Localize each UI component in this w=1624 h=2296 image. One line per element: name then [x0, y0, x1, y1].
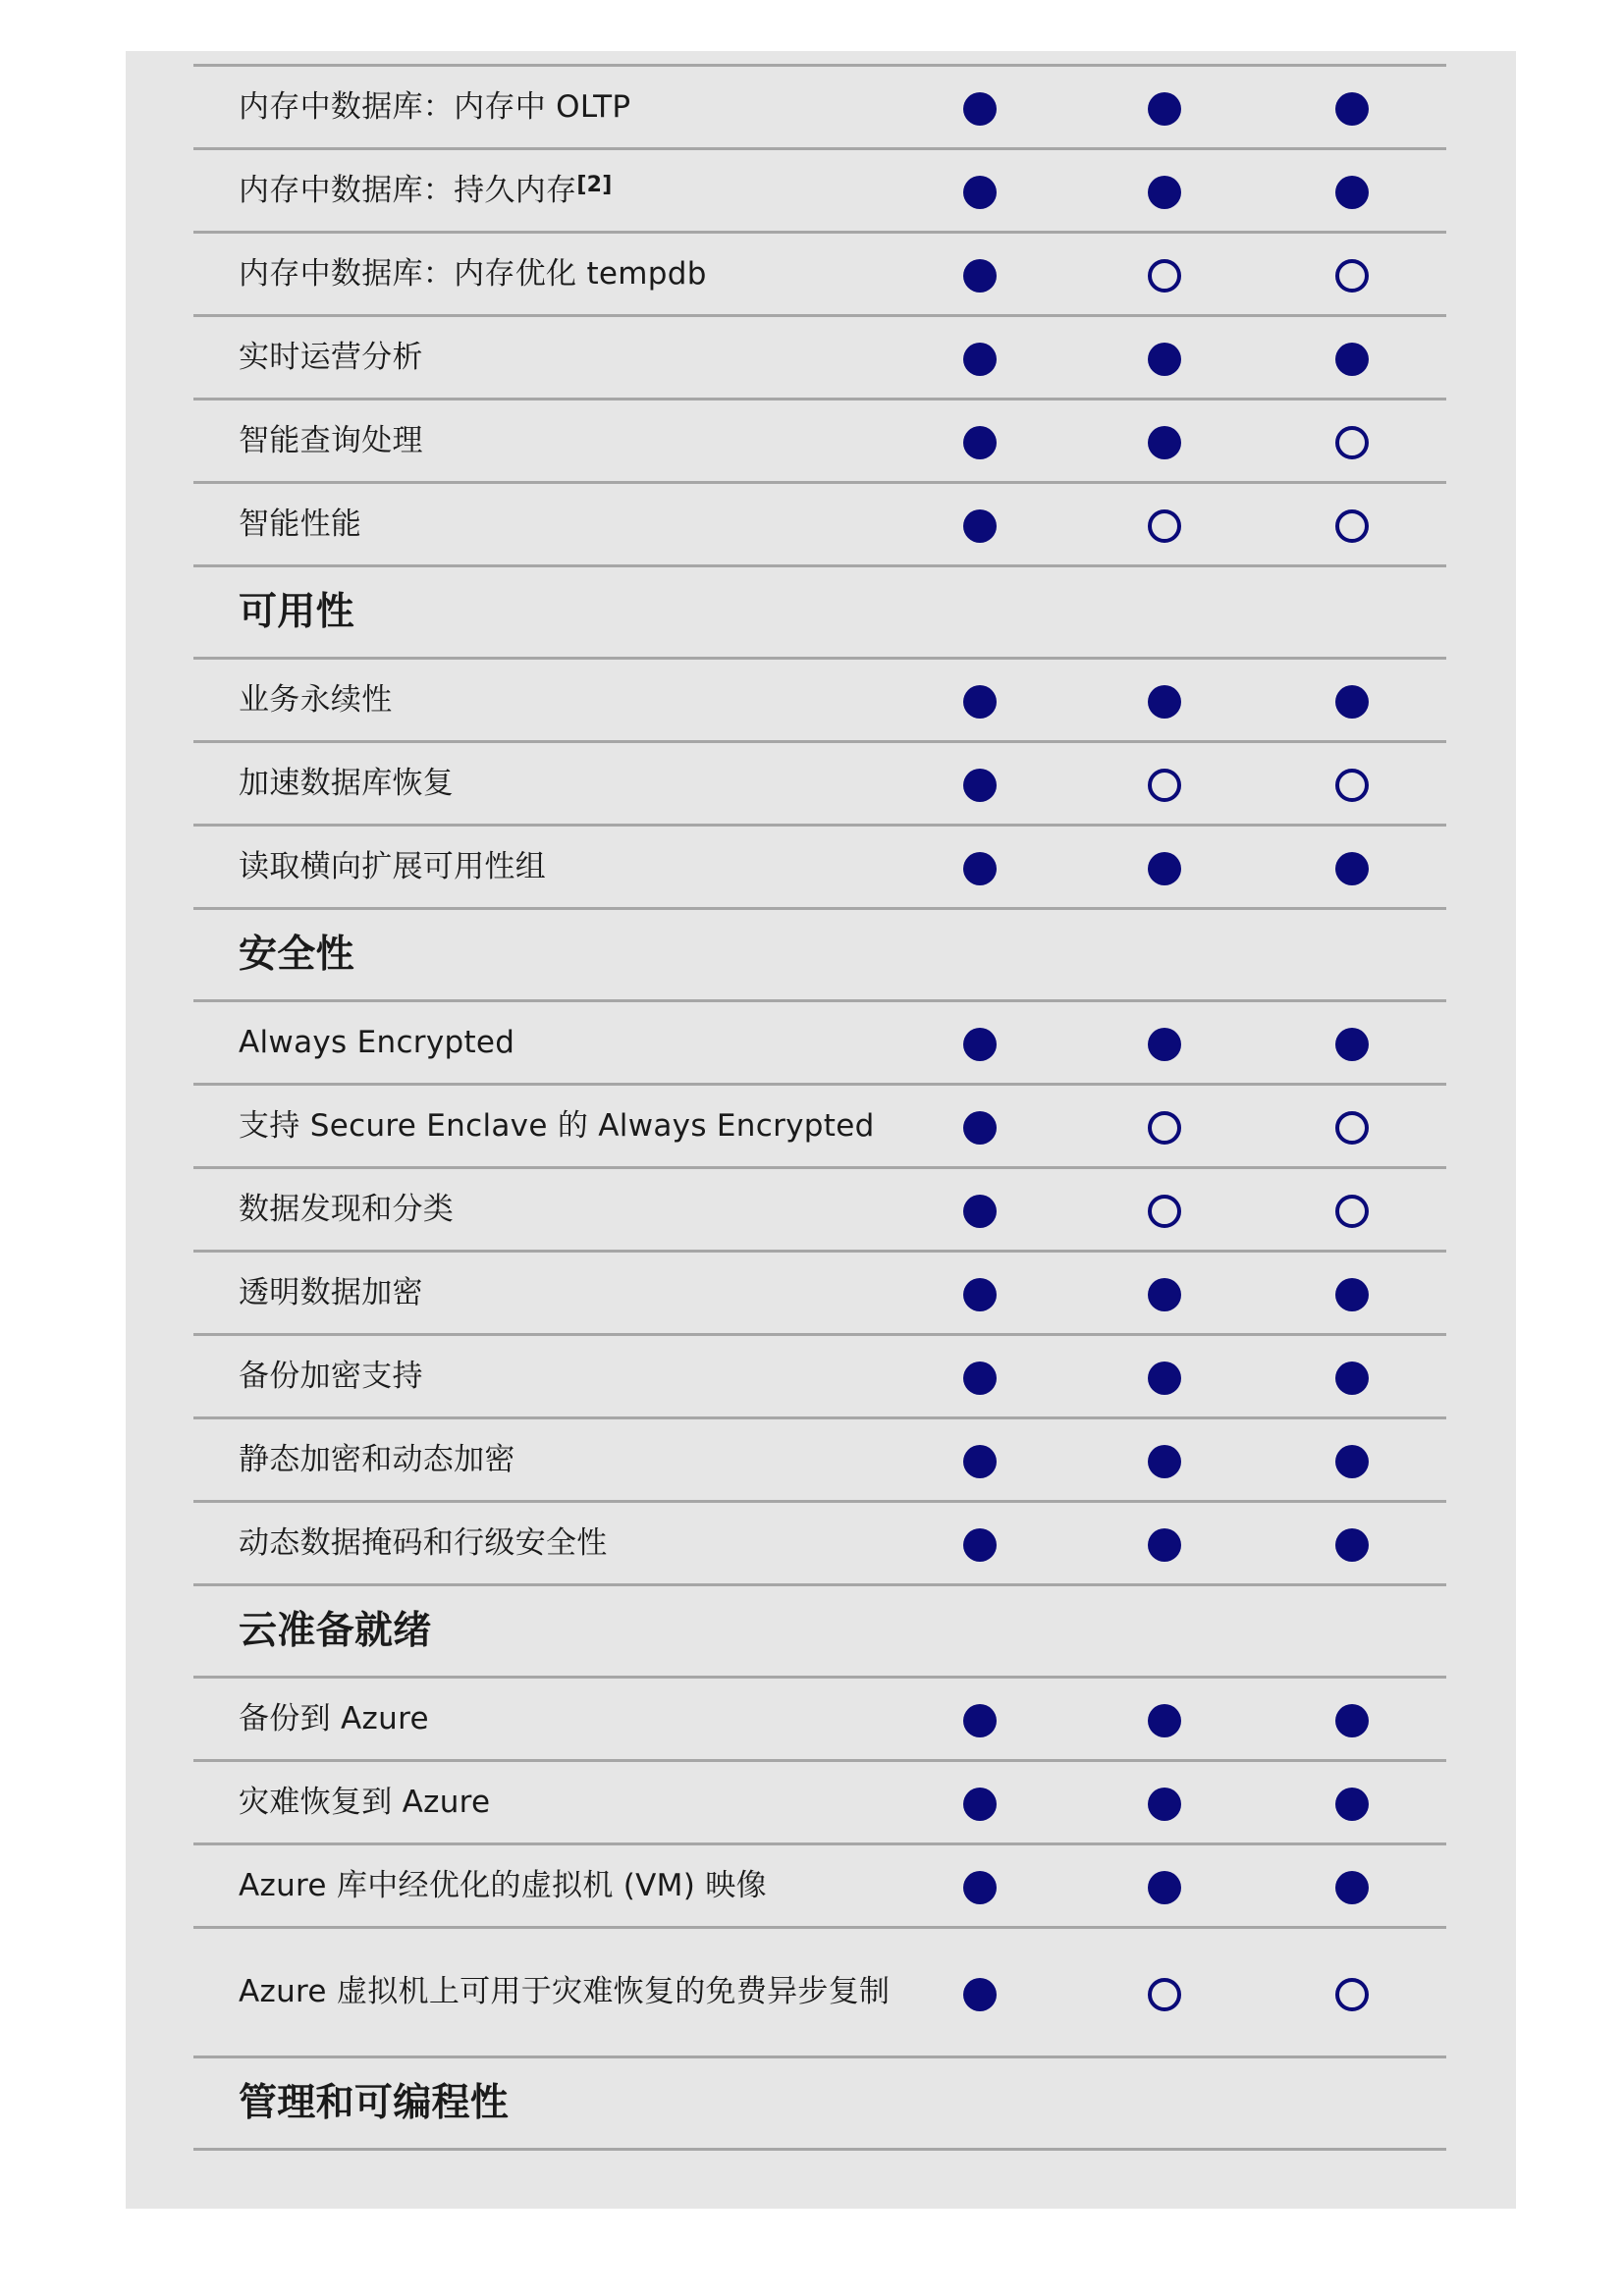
filled-circle-icon-edition-1 [963, 1195, 997, 1228]
filled-circle-icon-edition-2 [1148, 1528, 1181, 1562]
feature-label [239, 1929, 926, 2056]
filled-circle-icon-edition-1 [963, 1978, 997, 2011]
filled-circle-icon-edition-3 [1335, 1362, 1369, 1395]
filled-circle-icon-edition-3 [1335, 1028, 1369, 1061]
filled-circle-icon-edition-3 [1335, 1278, 1369, 1311]
label-text: 内存中数据库：内存中 OLTP [239, 88, 631, 125]
feature-label [239, 660, 926, 740]
filled-circle-icon-edition-2 [1148, 1028, 1181, 1061]
label-text: 数据发现和分类 [239, 1191, 455, 1227]
label-text: 灾难恢复到 Azure [239, 1784, 491, 1820]
filled-circle-icon-edition-1 [963, 176, 997, 209]
label-text: 备份加密支持 [239, 1358, 423, 1394]
feature-label [239, 1419, 926, 1500]
feature-label [239, 1086, 926, 1166]
label-text: 加速数据库恢复 [239, 765, 455, 801]
hollow-circle-icon-edition-2 [1148, 1195, 1181, 1228]
feature-label [239, 1253, 926, 1333]
feature-label [239, 1845, 926, 1926]
filled-circle-icon-edition-2 [1148, 1704, 1181, 1737]
filled-circle-icon-edition-1 [963, 852, 997, 885]
label-text: 可用性 [239, 590, 354, 634]
feature-label [239, 1503, 926, 1583]
hollow-circle-icon-edition-3 [1335, 1978, 1369, 2011]
feature-row [193, 234, 1446, 317]
feature-row [193, 1679, 1446, 1762]
filled-circle-icon-edition-2 [1148, 1788, 1181, 1821]
section-title [239, 567, 926, 657]
filled-circle-icon-edition-3 [1335, 1445, 1369, 1478]
feature-row [193, 1253, 1446, 1336]
filled-circle-icon-edition-1 [963, 1445, 997, 1478]
hollow-circle-icon-edition-3 [1335, 259, 1369, 293]
feature-label [239, 317, 926, 398]
filled-circle-icon-edition-1 [963, 343, 997, 376]
feature-comparison-table [193, 64, 1446, 2151]
filled-circle-icon-edition-1 [963, 1788, 997, 1821]
filled-circle-icon-edition-3 [1335, 92, 1369, 126]
filled-circle-icon-edition-1 [963, 426, 997, 459]
section-header-row [193, 2058, 1446, 2151]
hollow-circle-icon-edition-2 [1148, 259, 1181, 293]
filled-circle-icon-edition-3 [1335, 1788, 1369, 1821]
feature-row [193, 743, 1446, 827]
feature-label [239, 1169, 926, 1250]
feature-label [239, 1762, 926, 1842]
feature-row [193, 484, 1446, 567]
filled-circle-icon-edition-1 [963, 509, 997, 543]
filled-circle-icon-edition-1 [963, 685, 997, 719]
hollow-circle-icon-edition-2 [1148, 769, 1181, 802]
label-text: 备份到 Azure [239, 1700, 429, 1736]
feature-label [239, 1679, 926, 1759]
feature-row [193, 827, 1446, 910]
label-text: 透明数据加密 [239, 1274, 423, 1310]
label-text: Always Encrypted [239, 1024, 515, 1060]
feature-label [239, 484, 926, 564]
label-text: 管理和可编程性 [239, 2081, 510, 2125]
feature-label [239, 67, 926, 147]
label-text: 静态加密和动态加密 [239, 1441, 515, 1477]
feature-label [239, 234, 926, 314]
feature-row [193, 1845, 1446, 1929]
feature-label [239, 1336, 926, 1416]
filled-circle-icon-edition-3 [1335, 1528, 1369, 1562]
label-text: Azure 库中经优化的虚拟机 (VM) 映像 [239, 1867, 767, 1903]
filled-circle-icon-edition-1 [963, 259, 997, 293]
section-title [239, 2058, 926, 2148]
filled-circle-icon-edition-1 [963, 1362, 997, 1395]
feature-label [239, 827, 926, 907]
feature-row [193, 150, 1446, 234]
feature-row [193, 1002, 1446, 1086]
footnote-marker: [2] [576, 172, 613, 197]
label-text: 智能查询处理 [239, 422, 423, 458]
section-header-row [193, 567, 1446, 660]
filled-circle-icon-edition-2 [1148, 426, 1181, 459]
hollow-circle-icon-edition-2 [1148, 1111, 1181, 1145]
section-title [239, 910, 926, 999]
filled-circle-icon-edition-1 [963, 1528, 997, 1562]
feature-row [193, 1503, 1446, 1586]
hollow-circle-icon-edition-3 [1335, 509, 1369, 543]
filled-circle-icon-edition-2 [1148, 852, 1181, 885]
filled-circle-icon-edition-2 [1148, 176, 1181, 209]
filled-circle-icon-edition-3 [1335, 1704, 1369, 1737]
filled-circle-icon-edition-1 [963, 1028, 997, 1061]
feature-row [193, 400, 1446, 484]
label-text: 动态数据掩码和行级安全性 [239, 1524, 608, 1561]
feature-row [193, 67, 1446, 150]
label-text: 智能性能 [239, 506, 362, 542]
feature-row [193, 1336, 1446, 1419]
filled-circle-icon-edition-2 [1148, 1445, 1181, 1478]
filled-circle-icon-edition-2 [1148, 1871, 1181, 1904]
label-text: 支持 Secure Enclave 的 Always Encrypted [239, 1107, 875, 1144]
feature-label [239, 400, 926, 481]
label-text: 内存中数据库：内存优化 tempdb [239, 255, 707, 292]
filled-circle-icon-edition-2 [1148, 92, 1181, 126]
hollow-circle-icon-edition-3 [1335, 1111, 1369, 1145]
filled-circle-icon-edition-1 [963, 1871, 997, 1904]
label-text: 读取横向扩展可用性组 [239, 848, 546, 884]
filled-circle-icon-edition-3 [1335, 343, 1369, 376]
section-header-row [193, 1586, 1446, 1679]
label-text: 内存中数据库：持久内存 [239, 172, 577, 208]
filled-circle-icon-edition-1 [963, 769, 997, 802]
label-text: Azure 虚拟机上可用于灾难恢复的免费异步复制 [239, 1974, 891, 2009]
feature-row [193, 1169, 1446, 1253]
filled-circle-icon-edition-2 [1148, 685, 1181, 719]
filled-circle-icon-edition-2 [1148, 343, 1181, 376]
label-text: 云准备就绪 [239, 1609, 432, 1653]
feature-row [193, 1086, 1446, 1169]
filled-circle-icon-edition-2 [1148, 1278, 1181, 1311]
filled-circle-icon-edition-2 [1148, 1362, 1181, 1395]
feature-row [193, 1762, 1446, 1845]
label-text: 实时运营分析 [239, 339, 423, 375]
filled-circle-icon-edition-1 [963, 1111, 997, 1145]
filled-circle-icon-edition-3 [1335, 1871, 1369, 1904]
feature-row [193, 1929, 1446, 2058]
hollow-circle-icon-edition-3 [1335, 426, 1369, 459]
feature-label [239, 1002, 926, 1083]
hollow-circle-icon-edition-2 [1148, 509, 1181, 543]
label-text: 业务永续性 [239, 681, 393, 718]
feature-row [193, 660, 1446, 743]
filled-circle-icon-edition-3 [1335, 176, 1369, 209]
label-text: 安全性 [239, 933, 354, 977]
filled-circle-icon-edition-3 [1335, 685, 1369, 719]
feature-row [193, 317, 1446, 400]
filled-circle-icon-edition-1 [963, 92, 997, 126]
feature-label [239, 150, 926, 231]
feature-label [239, 743, 926, 824]
hollow-circle-icon-edition-3 [1335, 769, 1369, 802]
section-header-row [193, 910, 1446, 1002]
filled-circle-icon-edition-3 [1335, 852, 1369, 885]
filled-circle-icon-edition-1 [963, 1704, 997, 1737]
filled-circle-icon-edition-1 [963, 1278, 997, 1311]
feature-row [193, 1419, 1446, 1503]
hollow-circle-icon-edition-3 [1335, 1195, 1369, 1228]
section-title [239, 1586, 926, 1676]
hollow-circle-icon-edition-2 [1148, 1978, 1181, 2011]
